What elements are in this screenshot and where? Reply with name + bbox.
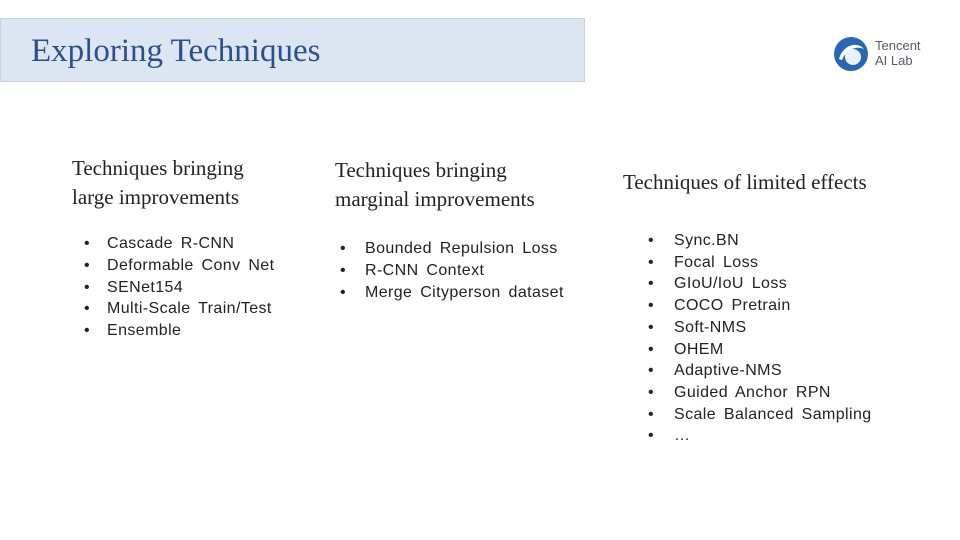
list-item-label: COCO Pretrain xyxy=(674,297,791,315)
bullet-icon: • xyxy=(84,322,91,340)
tencent-ai-lab-logo-icon xyxy=(833,35,869,73)
list-item-label: Scale Balanced Sampling xyxy=(674,405,872,423)
column-limited-effects xyxy=(623,168,923,197)
list-item-label: Adaptive-NMS xyxy=(674,362,782,380)
bullet-icon: • xyxy=(648,275,655,293)
list-item-label: R-CNN Context xyxy=(365,261,485,279)
list-item-label: Multi-Scale Train/Test xyxy=(107,300,272,318)
list-item-label: Bounded Repulsion Loss xyxy=(365,240,558,257)
bullet-icon: • xyxy=(648,232,655,249)
bullet-icon: • xyxy=(340,261,347,279)
bullet-icon: • xyxy=(648,318,655,336)
column-heading-line-2: marginal improvements xyxy=(335,187,535,211)
list-item-label: OHEM xyxy=(674,340,724,358)
list-item-label: Guided Anchor RPN xyxy=(674,383,831,401)
logo-line-2: AI Lab xyxy=(875,53,913,68)
bullet-icon: • xyxy=(84,235,91,252)
bullet-icon: • xyxy=(648,297,655,315)
bullet-icon: • xyxy=(84,300,91,318)
column-heading xyxy=(72,154,312,212)
bullet-icon: • xyxy=(340,283,347,301)
column-heading-line-1: Techniques bringing xyxy=(335,158,507,182)
list-item-label: Focal Loss xyxy=(674,253,759,271)
bullet-icon: • xyxy=(648,253,655,271)
bullet-icon: • xyxy=(648,362,655,380)
bullet-icon: • xyxy=(648,405,655,423)
bullet-icon: • xyxy=(84,278,91,296)
column-marginal-improvements xyxy=(335,156,595,214)
bullet-icon: • xyxy=(340,240,347,257)
logo-text xyxy=(875,38,921,68)
bullet-icon: • xyxy=(648,427,655,445)
column-heading-line-1: Techniques bringing xyxy=(72,156,244,180)
column-large-improvements xyxy=(72,154,312,212)
list-item-label: GIoU/IoU Loss xyxy=(674,275,788,293)
logo-line-1: Tencent xyxy=(875,38,921,53)
column-heading xyxy=(623,168,923,197)
bullet-icon: • xyxy=(648,383,655,401)
tencent-ai-lab-logo xyxy=(833,35,933,75)
column-heading-line-2: large improvements xyxy=(72,185,239,209)
bullet-icon: • xyxy=(84,256,91,274)
list-item-label: Deformable Conv Net xyxy=(107,256,275,274)
bullet-icon: • xyxy=(648,340,655,358)
column-heading xyxy=(335,156,595,214)
column-heading-line-1: Techniques of limited effects xyxy=(623,170,867,194)
list-item-label: Cascade R-CNN xyxy=(107,235,235,252)
list-item-label: Soft-NMS xyxy=(674,318,747,336)
list-item-label: … xyxy=(674,427,691,445)
list-item-label: Ensemble xyxy=(107,322,182,340)
list-item-label: Merge Cityperson dataset xyxy=(365,283,564,301)
list-item-label: SENet154 xyxy=(107,278,184,296)
slide-title: Exploring Techniques xyxy=(31,33,321,69)
list-item-label: Sync.BN xyxy=(674,232,740,249)
